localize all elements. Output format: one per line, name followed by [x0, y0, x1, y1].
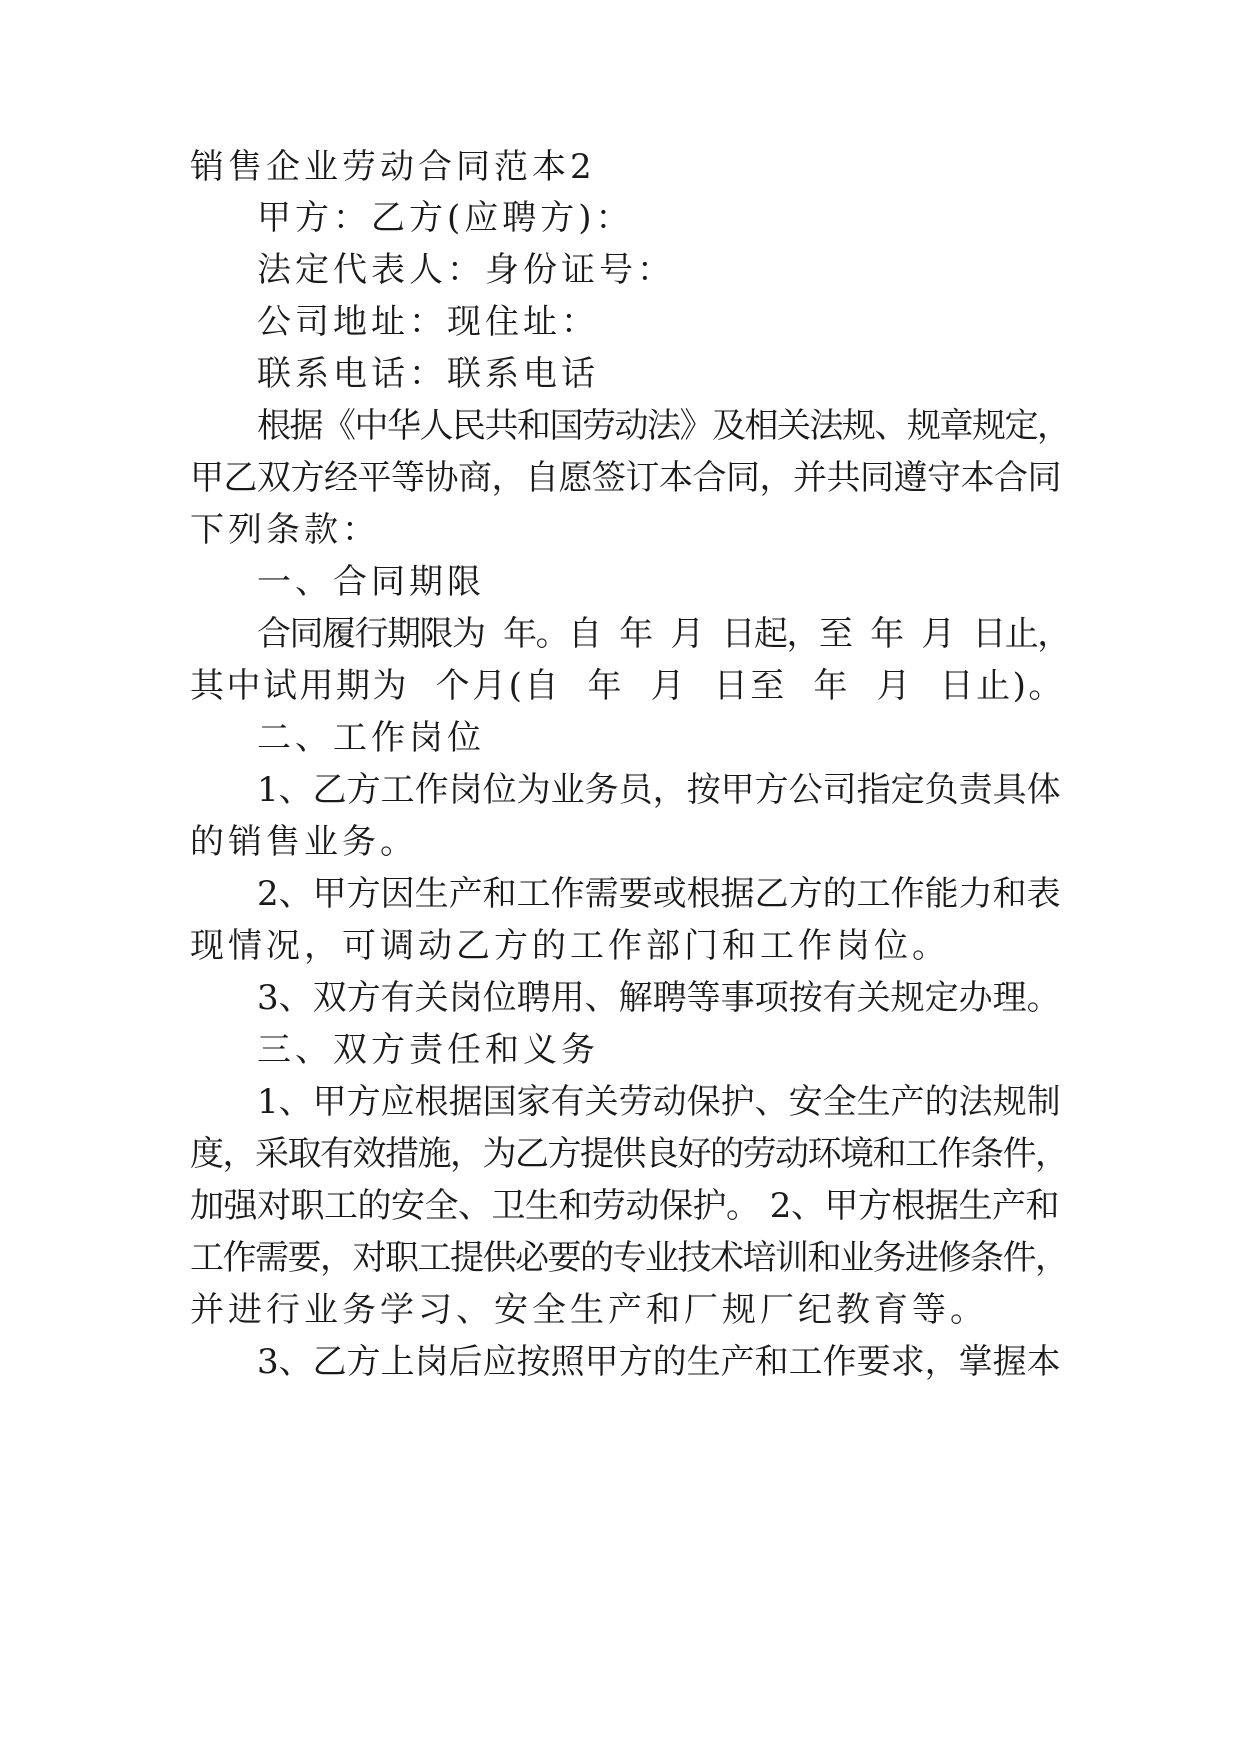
section-heading: 三、双方责任和义务: [257, 1030, 599, 1070]
paragraph-line: 合同履行期限为 年。自 年 月 日起，至 年 月 日止，: [257, 614, 1070, 654]
section-heading: 二、工作岗位: [257, 718, 485, 758]
paragraph-line: 并进行业务学习、安全生产和厂规厂纪教育等。: [190, 1290, 988, 1330]
section-heading: 一、合同期限: [257, 562, 485, 602]
document-title: 销售企业劳动合同范本2: [190, 147, 596, 187]
representative-line: 法定代表人：身份证号：: [257, 250, 675, 290]
paragraph-line: 下列条款：: [190, 510, 380, 550]
paragraph-line: 1、甲方应根据国家有关劳动保护、安全生产的法规制: [257, 1082, 1061, 1122]
paragraph-line: 甲乙双方经平等协商，自愿签订本合同，并共同遵守本合同: [190, 458, 1061, 498]
paragraph-line: 1、乙方工作岗位为业务员，按甲方公司指定负责具体: [257, 770, 1061, 810]
phone-line: 联系电话：联系电话: [257, 354, 599, 394]
paragraph-line: 根据《中华人民共和国劳动法》及相关法规、规章规定，: [257, 406, 1070, 446]
paragraph-line: 3、乙方上岗后应按照甲方的生产和工作要求，掌握本: [257, 1342, 1061, 1382]
paragraph-line: 度，采取有效措施，为乙方提供良好的劳动环境和工作条件，: [190, 1134, 1068, 1174]
paragraph-line: 现情况，可调动乙方的工作部门和工作岗位。: [190, 926, 950, 966]
party-line: 甲方：乙方(应聘方)：: [257, 198, 634, 238]
paragraph-line: 其中试用期为 个月(自 年 月 日至 年 月 日止)。: [190, 666, 1065, 706]
paragraph-line: 加强对职工的安全、卫生和劳动保护。 2、甲方根据生产和: [190, 1186, 1059, 1226]
paragraph-line: 3、双方有关岗位聘用、解聘等事项按有关规定办理。: [257, 978, 1061, 1018]
address-line: 公司地址：现住址：: [257, 302, 599, 342]
paragraph-line: 2、甲方因生产和工作需要或根据乙方的工作能力和表: [257, 874, 1061, 914]
paragraph-line: 的销售业务。: [190, 822, 418, 862]
paragraph-line: 工作需要，对职工提供必要的专业技术培训和业务进修条件，: [190, 1238, 1068, 1278]
